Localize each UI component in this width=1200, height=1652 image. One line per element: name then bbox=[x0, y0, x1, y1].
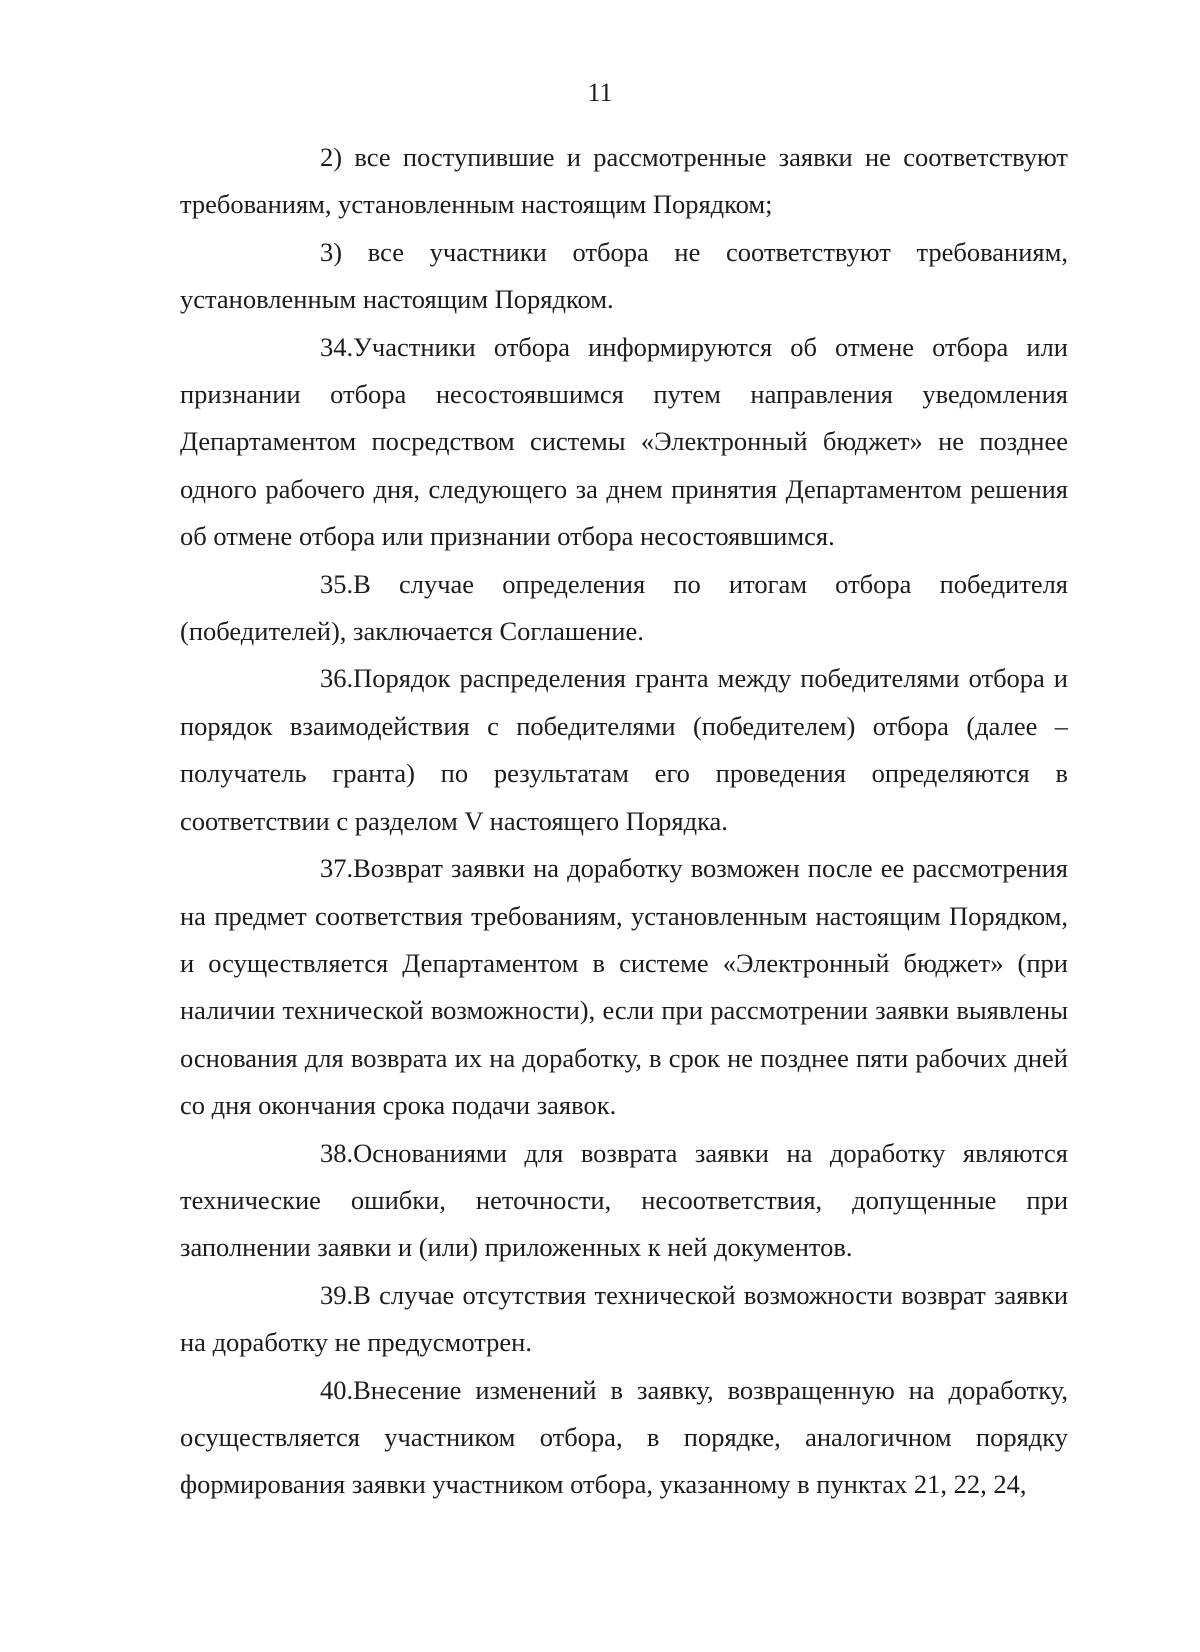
paragraph-number: 39. bbox=[320, 1279, 354, 1310]
paragraph-number: 35. bbox=[320, 568, 354, 599]
paragraph-number: 34. bbox=[320, 331, 354, 362]
paragraph-text: все поступившие и рассмотренные заявки не соответствуют требованиям, установленным настоящим Порядком; bbox=[180, 142, 1068, 220]
paragraph-text: Порядок распределения гранта между победителями отбора и порядок взаимодействия с победителями (победителем) отбора (далее – получатель гранта) по результатам его проведения определяются в соответствии с разделом V настоящего Порядка. bbox=[180, 663, 1068, 836]
paragraph-number: 37. bbox=[320, 853, 354, 884]
paragraph-number: 36. bbox=[320, 663, 354, 694]
paragraph-number: 2) bbox=[320, 142, 343, 172]
paragraph-38 bbox=[180, 1130, 1068, 1272]
paragraph-text: Возврат заявки на доработку возможен после ее рассмотрения на предмет соответствия требованиям, установленным настоящим Порядком, и осуществляется Департаментом в системе «Электронный бюджет» (при наличии технической возможности), если при рассмотрении заявки выявлены основания для возврата их на доработку, в срок не позднее пяти рабочих дней со дня окончания срока подачи заявок. bbox=[180, 853, 1068, 1121]
paragraph-36 bbox=[180, 655, 1068, 845]
paragraph-text: Участники отбора информируются об отмене отбора или признании отбора несостоявшимся путем направления уведомления Департаментом посредством системы «Электронный бюджет» не позднее одного рабочего дня, следующего за днем принятия Департаментом решения об отмене отбора или признании отбора несостоявшимся. bbox=[180, 331, 1068, 552]
paragraph-40 bbox=[180, 1367, 1068, 1509]
paragraph-text: В случае отсутствия технической возможности возврат заявки на доработку не предусмотрен. bbox=[180, 1279, 1068, 1358]
paragraph-number: 3) bbox=[320, 236, 343, 267]
paragraph-text: все участники отбора не соответствуют требованиям, установленным настоящим Порядком. bbox=[180, 236, 1069, 315]
paragraph-number: 40. bbox=[320, 1374, 354, 1405]
paragraph-text: Основаниями для возврата заявки на доработку являются технические ошибки, неточности, несоответствия, допущенные при заполнении заявки и (или) приложенных к ней документов. bbox=[180, 1137, 1068, 1263]
paragraph-39 bbox=[180, 1272, 1068, 1367]
paragraph-item-3 bbox=[180, 229, 1068, 324]
paragraph-text: В случае определения по итогам отбора победителя (победителей), заключается Соглашение. bbox=[180, 568, 1068, 647]
paragraph-text: Внесение изменений в заявку, возвращенную на доработку, осуществляется участником отбора, в порядке, аналогичном порядку формирования заявки участником отбора, указанному в пунктах 21, 22, 24, bbox=[180, 1374, 1068, 1500]
paragraph-34 bbox=[180, 324, 1068, 561]
document-body bbox=[180, 134, 1068, 1509]
paragraph-item-2 bbox=[180, 134, 1068, 229]
paragraph-number: 38. bbox=[320, 1137, 354, 1168]
page-number: 11 bbox=[587, 78, 613, 107]
paragraph-37 bbox=[180, 845, 1068, 1129]
paragraph-35 bbox=[180, 561, 1068, 656]
